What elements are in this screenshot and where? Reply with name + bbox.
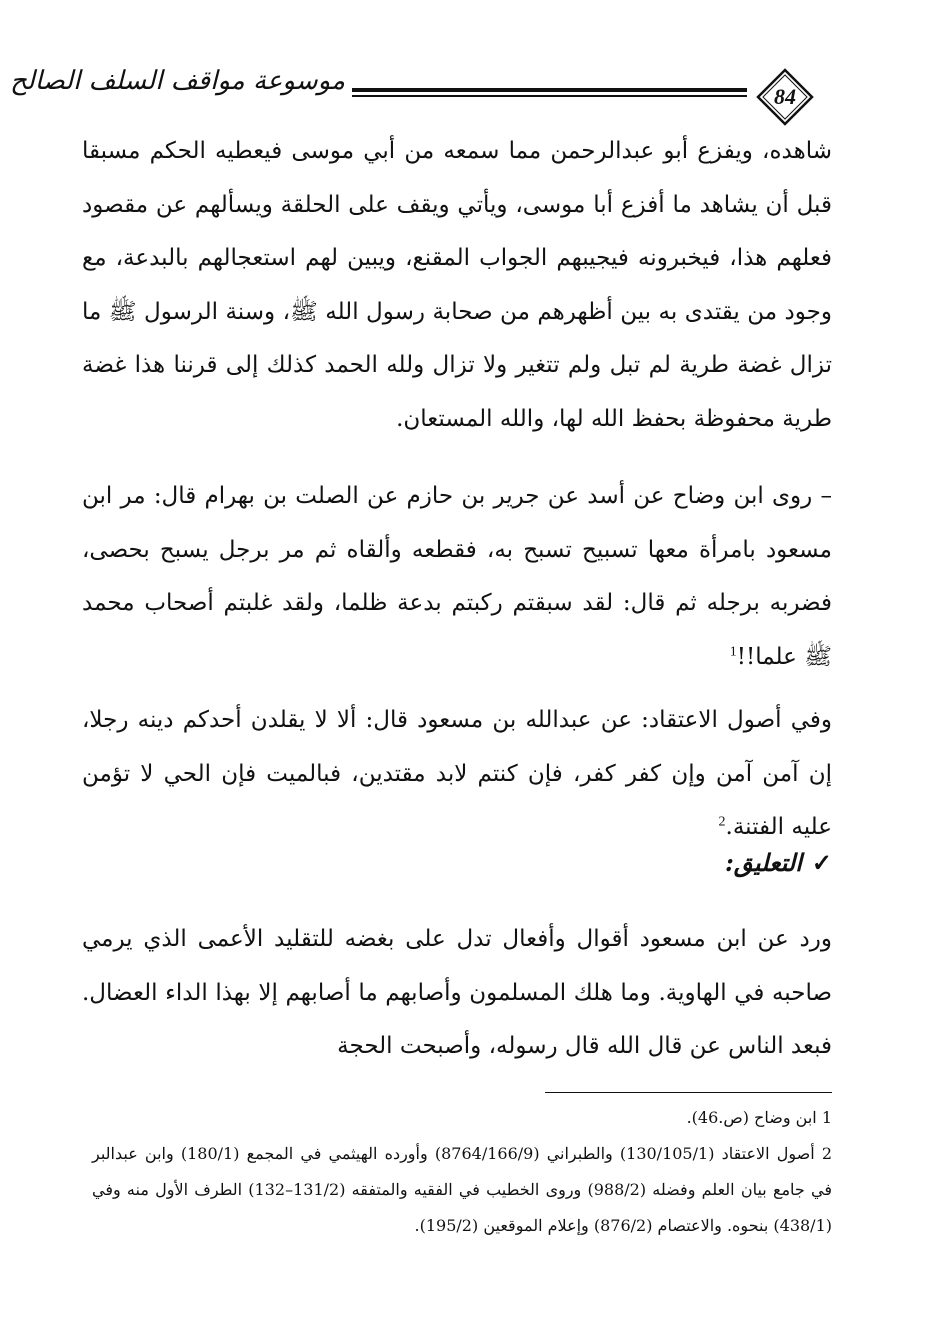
check-icon: ✓: [811, 848, 832, 877]
comment-heading-label: التعليق:: [725, 848, 802, 877]
footnote-2-number: 2: [821, 1144, 832, 1163]
paragraph-1: شاهده، ويفزع أبو عبدالرحمن مما سمعه من أبي موسى فيعطيه الحكم مسبقا قبل أن يشاهد ما أفزع أبا موسى، ويأتي ويقف على الحلقة ويسألهم عن مقصود فعلهم هذا، فيخبرونه فيجيبهم الجواب المقنع، ويبين لهم استعجالهم بالبدعة، مع وجود من يقتدى به بين أظهرهم من صحابة رسول الله ﷺ، وسنة الرسول ﷺ ما تزال غضة طرية لم تبل ولم تتغير ولا تزال ولله الحمد كذلك إلى قرننا هذا غضة طرية محفوظة بحفظ الله لها، والله المستعان.: [82, 138, 832, 432]
footnote-ref-2: 2: [718, 814, 726, 830]
footnote-ref-1: 1: [729, 643, 737, 659]
footnote-2-text: أصول الاعتقاد (130/105/1) والطبراني (8764/166/9) وأورده الهيثمي في المجمع (180/1) وابن عبدالبر في جامع بيان العلم وفضله (988/2) وروى الخطيب في الفقيه والمتفقه (131/2–132) الطرف الأول منه وفي (438/1) بنحوه. والاعتصام (876/2) وإعلام الموقعين (195/2).: [92, 1144, 832, 1235]
header-rule: [352, 88, 747, 97]
footnote-2: [92, 1136, 832, 1244]
page-number-badge: [756, 68, 814, 126]
comment-heading: [725, 848, 832, 877]
paragraph-2: [82, 470, 832, 684]
paragraph-4: ورد عن ابن مسعود أقوال وأفعال تدل على بغضه للتقليد الأعمى الذي يرمي صاحبه في الهاوية. وما هلك المسلمون وأصابهم ما أصابهم إلا بهذا الداء العضال. فبعد الناس عن قال الله قال رسوله، وأصبحت الحجة: [82, 926, 832, 1059]
footnote-1-text: ابن وضاح (ص.46).: [686, 1108, 817, 1127]
footnote-1-number: 1: [821, 1108, 832, 1127]
footnote-divider: [545, 1092, 832, 1093]
book-title: موسوعة مواقف السلف الصالح: [10, 66, 345, 96]
footnotes: [92, 1100, 832, 1244]
header-rule-thick: [352, 88, 747, 92]
footnote-1: [92, 1100, 832, 1136]
paragraph-3-text: وفي أصول الاعتقاد: عن عبدالله بن مسعود قال: ألا لا يقلدن أحدكم دينه رجلا، إن آمن آمن وإن كفر كفر، فإن كنتم لابد مقتدين، فبالميت فإن الحي لا تؤمن عليه الفتنة.: [82, 707, 832, 840]
page-number: 84: [774, 84, 796, 109]
paragraph-3: [82, 694, 832, 855]
paragraph-2-text: – روى ابن وضاح عن أسد عن جرير بن حازم عن الصلت بن بهرام قال: مر ابن مسعود بامرأة معها تسبيح تسبح به، فقطعه وألقاه ثم مر برجل يسبح بحصى، فضربه برجله ثم قال: لقد سبقتم ركبتم بدعة ظلما، ولقد غلبتم أصحاب محمد ﷺ علما!!: [82, 483, 832, 670]
header-rule-thin: [352, 95, 747, 97]
